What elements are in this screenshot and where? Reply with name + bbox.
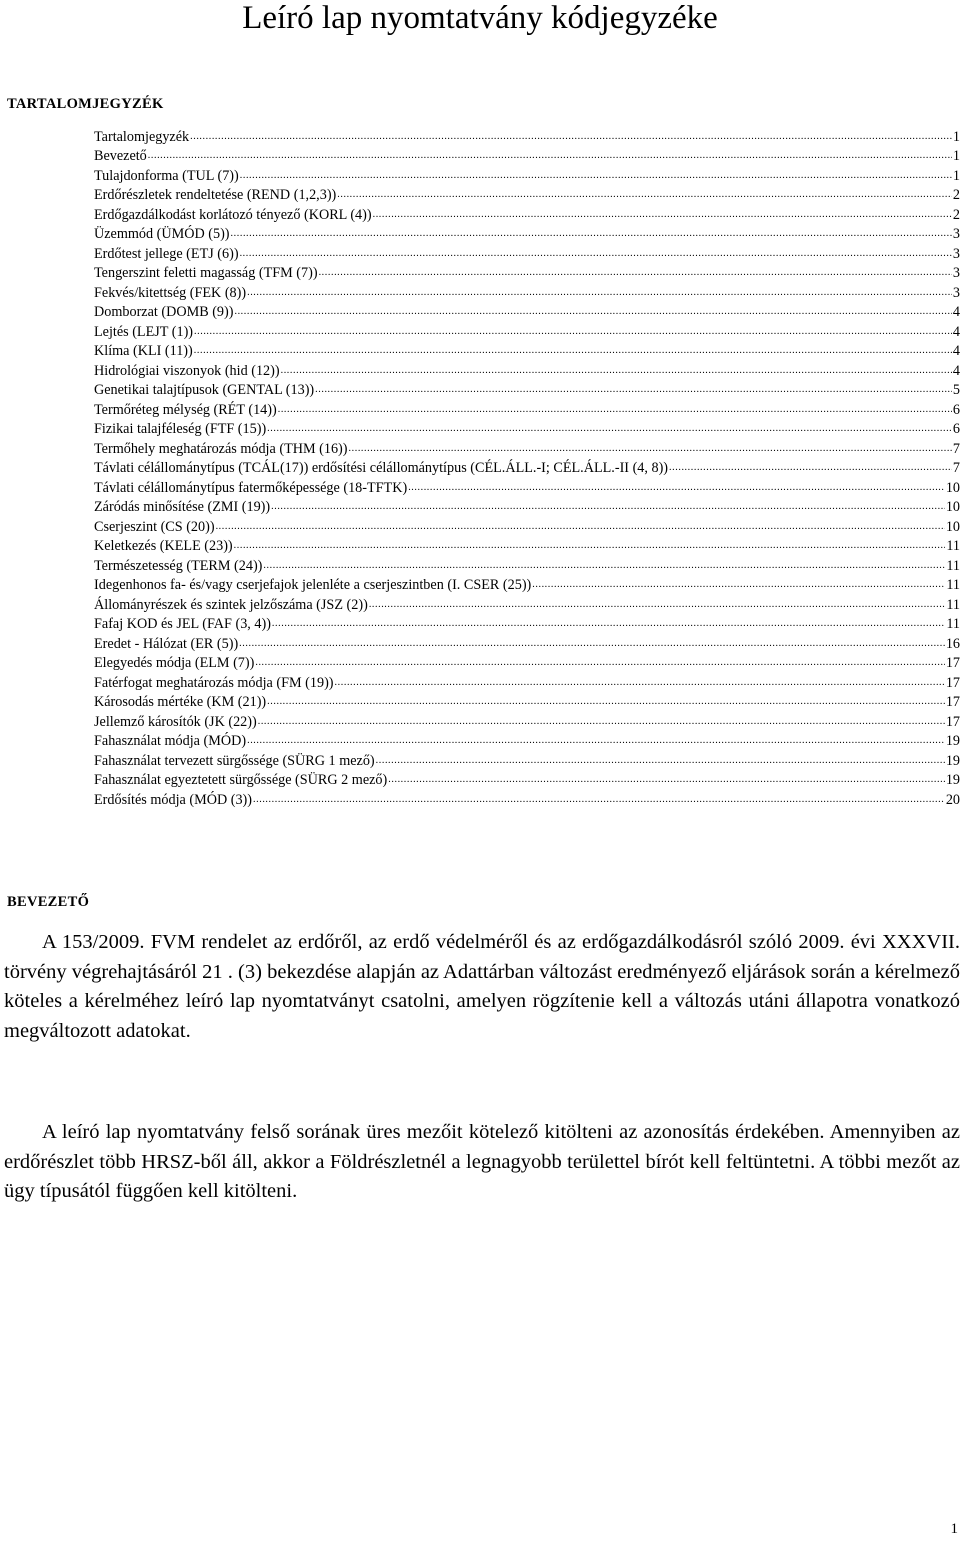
- toc-leader-dots: [255, 656, 944, 670]
- toc-entry-page: 6: [952, 421, 960, 437]
- toc-entry-label: Állományrészek és szintek jelzőszáma (JSZ (2)): [94, 596, 368, 613]
- toc-entry-label: Távlati célállománytípus (TCÁL(17)) erdősítési célállománytípus (CÉL.ÁLL.-I; CÉL.ÁLL.-II (4, 8)): [94, 460, 669, 476]
- toc-entry[interactable]: [94, 185, 960, 205]
- toc-leader-dots: [240, 169, 952, 183]
- toc-entry[interactable]: [94, 594, 960, 614]
- toc-entry-page: 10: [945, 518, 960, 535]
- toc-leader-dots: [349, 442, 952, 456]
- toc-leader-dots: [319, 266, 952, 280]
- toc-entry-page: 16: [945, 635, 960, 652]
- toc-entry[interactable]: [94, 360, 960, 380]
- toc-entry-page: 7: [952, 460, 960, 476]
- toc-entry-page: 4: [952, 323, 960, 340]
- toc-entry-label: Idegenhonos fa- és/vagy cserjefajok jelenléte a cserjeszintben (I. CSER (25)): [94, 577, 532, 593]
- toc-entry[interactable]: [94, 263, 960, 283]
- toc-entry-page: 4: [952, 304, 960, 320]
- toc-leader-dots: [271, 500, 945, 514]
- toc-entry[interactable]: [94, 497, 960, 517]
- toc-leader-dots: [194, 344, 952, 358]
- toc-entry[interactable]: [94, 516, 960, 536]
- table-of-contents: [94, 126, 960, 809]
- toc-entry[interactable]: [94, 243, 960, 263]
- toc-leader-dots: [272, 617, 945, 631]
- toc-leader-dots: [408, 481, 945, 495]
- toc-entry-label: Fahasználat módja (MÓD): [94, 733, 247, 749]
- toc-leader-dots: [247, 734, 945, 748]
- toc-entry-label: Cserjeszint (CS (20)): [94, 518, 215, 535]
- toc-entry-page: 10: [945, 479, 960, 496]
- toc-heading: TARTALOMJEGYZÉK: [7, 96, 164, 112]
- toc-entry[interactable]: [94, 789, 960, 809]
- toc-entry-label: Domborzat (DOMB (9)): [94, 304, 234, 320]
- toc-entry-label: Keletkezés (KELE (23)): [94, 538, 233, 554]
- toc-entry-label: Eredet - Hálózat (ER (5)): [94, 635, 239, 652]
- toc-leader-dots: [388, 773, 945, 787]
- toc-leader-dots: [234, 305, 951, 319]
- document-title: Leíró lap nyomtatvány kódjegyzéke: [242, 0, 718, 36]
- toc-entry-page: 7: [952, 440, 960, 457]
- toc-entry[interactable]: [94, 126, 960, 146]
- page-number: 1: [950, 1521, 958, 1537]
- toc-entry-label: Hidrológiai viszonyok (hid (12)): [94, 362, 280, 379]
- toc-leader-dots: [231, 227, 952, 241]
- toc-leader-dots: [239, 637, 945, 651]
- toc-entry[interactable]: [94, 341, 960, 361]
- toc-entry[interactable]: [94, 282, 960, 302]
- toc-entry[interactable]: [94, 302, 960, 322]
- toc-leader-dots: [369, 598, 946, 612]
- toc-entry-label: Természetesség (TERM (24)): [94, 557, 263, 574]
- toc-leader-dots: [263, 559, 945, 573]
- toc-leader-dots: [240, 247, 952, 261]
- toc-entry-label: Jellemző károsítók (JK (22)): [94, 713, 257, 730]
- toc-entry[interactable]: [94, 653, 960, 673]
- toc-entry[interactable]: [94, 204, 960, 224]
- toc-entry-page: 3: [952, 226, 960, 242]
- toc-entry-label: Erdőtest jellege (ETJ (6)): [94, 245, 239, 262]
- toc-entry-label: Genetikai talajtípusok (GENTAL (13)): [94, 382, 315, 398]
- toc-leader-dots: [532, 578, 945, 592]
- toc-leader-dots: [234, 539, 946, 553]
- toc-entry-page: 1: [952, 148, 960, 164]
- toc-entry[interactable]: [94, 536, 960, 556]
- toc-leader-dots: [216, 520, 945, 534]
- toc-entry[interactable]: [94, 711, 960, 731]
- toc-entry-label: Termőréteg mélység (RÉT (14)): [94, 401, 277, 418]
- toc-entry-page: 6: [952, 401, 960, 418]
- toc-entry[interactable]: [94, 165, 960, 185]
- toc-entry[interactable]: [94, 399, 960, 419]
- toc-entry-page: 3: [952, 265, 960, 281]
- toc-entry-label: Üzemmód (ÜMÓD (5)): [94, 226, 230, 242]
- toc-leader-dots: [148, 149, 952, 163]
- toc-entry-page: 2: [952, 206, 960, 223]
- toc-entry-page: 3: [952, 284, 960, 301]
- toc-entry[interactable]: [94, 321, 960, 341]
- toc-entry-page: 17: [945, 713, 960, 730]
- toc-leader-dots: [253, 793, 945, 807]
- toc-entry-page: 11: [946, 577, 960, 593]
- toc-entry-label: Fahasználat egyeztetett sürgőssége (SÜRG 2 mező): [94, 772, 388, 788]
- toc-entry-label: Erdősítés módja (MÓD (3)): [94, 791, 253, 808]
- toc-leader-dots: [373, 208, 952, 222]
- toc-leader-dots: [190, 130, 952, 144]
- intro-paragraph-1: A 153/2009. FVM rendelet az erdőről, az erdő védelméről és az erdőgazdálkodásról szóló 2009. évi XXXVII. törvény végrehajtásáról 21 . (3) bekezdése alapján az Adattárban változást eredményező eljárások során a kérelmező köteles a kérelméhez leíró lap nyomtatványt csatolni, amelyen rögzítenie kell a változás utáni állapotra vonatkozó megváltozott adatokat.: [4, 931, 960, 1042]
- toc-entry[interactable]: [94, 224, 960, 244]
- toc-entry-page: 19: [945, 752, 960, 769]
- toc-entry-page: 19: [945, 772, 960, 788]
- toc-entry-label: Záródás minősítése (ZMI (19)): [94, 499, 271, 515]
- toc-entry-page: 17: [945, 674, 960, 691]
- toc-entry-page: 17: [945, 694, 960, 710]
- toc-entry[interactable]: [94, 477, 960, 497]
- toc-entry-label: Károsodás mértéke (KM (21)): [94, 694, 267, 710]
- toc-entry-label: Termőhely meghatározás módja (THM (16)): [94, 440, 348, 457]
- toc-entry[interactable]: [94, 438, 960, 458]
- toc-entry[interactable]: [94, 672, 960, 692]
- toc-leader-dots: [278, 403, 952, 417]
- toc-entry[interactable]: [94, 614, 960, 634]
- toc-entry-page: 3: [952, 245, 960, 262]
- toc-leader-dots: [258, 715, 945, 729]
- toc-leader-dots: [337, 188, 952, 202]
- toc-entry-page: 4: [952, 343, 960, 359]
- toc-entry[interactable]: [94, 419, 960, 439]
- toc-entry-label: Klíma (KLI (11)): [94, 343, 193, 359]
- toc-leader-dots: [335, 676, 945, 690]
- toc-entry[interactable]: [94, 731, 960, 751]
- toc-entry[interactable]: [94, 146, 960, 166]
- toc-entry[interactable]: [94, 555, 960, 575]
- toc-entry-page: 1: [952, 167, 960, 184]
- toc-entry-label: Távlati célállománytípus fatermőképessége (18-TFTK): [94, 479, 408, 496]
- toc-entry-label: Tartalomjegyzék: [94, 128, 190, 145]
- toc-entry-page: 17: [945, 655, 960, 671]
- toc-leader-dots: [281, 364, 952, 378]
- toc-entry-label: Lejtés (LEJT (1)): [94, 323, 194, 340]
- toc-entry-label: Tengerszint feletti magasság (TFM (7)): [94, 265, 318, 281]
- toc-entry-page: 1: [952, 128, 960, 145]
- toc-entry-page: 11: [946, 538, 960, 554]
- toc-leader-dots: [247, 286, 952, 300]
- toc-entry[interactable]: [94, 380, 960, 400]
- toc-entry-page: 11: [946, 616, 960, 632]
- toc-leader-dots: [194, 325, 952, 339]
- toc-entry-label: Fafaj KOD és JEL (FAF (3, 4)): [94, 616, 271, 632]
- toc-entry-page: 5: [952, 382, 960, 398]
- toc-leader-dots: [669, 461, 952, 475]
- toc-entry-label: Elegyedés módja (ELM (7)): [94, 655, 255, 671]
- toc-entry-label: Fizikai talajféleség (FTF (15)): [94, 421, 267, 437]
- toc-leader-dots: [267, 695, 945, 709]
- intro-paragraph-2: A leíró lap nyomtatvány felső sorának üres mezőit kötelező kitölteni az azonosítás érdekében. Amennyiben az erdőrészlet több HRSZ-ből áll, akkor a Földrészletnél a legnagyobb területtel bírót kell feltüntetni. A többi mezőt az ügy típusától függően kell kitölteni.: [4, 1121, 960, 1202]
- toc-entry[interactable]: [94, 692, 960, 712]
- toc-entry-page: 11: [946, 596, 960, 613]
- toc-entry-label: Fatérfogat meghatározás módja (FM (19)): [94, 674, 334, 691]
- intro-heading: BEVEZETŐ: [7, 894, 90, 910]
- toc-entry-page: 19: [945, 733, 960, 749]
- toc-leader-dots: [376, 754, 945, 768]
- toc-entry-label: Bevezető: [94, 148, 147, 164]
- toc-entry-page: 4: [952, 362, 960, 379]
- toc-entry[interactable]: [94, 575, 960, 595]
- toc-leader-dots: [315, 383, 952, 397]
- toc-entry[interactable]: [94, 633, 960, 653]
- toc-entry[interactable]: [94, 770, 960, 790]
- toc-entry-label: Fahasználat tervezett sürgőssége (SÜRG 1 mező): [94, 752, 375, 769]
- toc-entry-label: Erdőgazdálkodást korlátozó tényező (KORL (4)): [94, 206, 372, 223]
- toc-entry-page: 10: [945, 499, 960, 515]
- toc-entry-label: Tulajdonforma (TUL (7)): [94, 167, 239, 184]
- toc-entry-page: 2: [952, 187, 960, 203]
- toc-entry-label: Fekvés/kitettség (FEK (8)): [94, 284, 247, 301]
- toc-entry[interactable]: [94, 750, 960, 770]
- toc-entry-label: Erdőrészletek rendeltetése (REND (1,2,3)): [94, 187, 337, 203]
- toc-entry-page: 11: [946, 557, 960, 574]
- toc-entry-page: 20: [945, 791, 960, 808]
- toc-entry[interactable]: [94, 458, 960, 478]
- toc-leader-dots: [267, 422, 952, 436]
